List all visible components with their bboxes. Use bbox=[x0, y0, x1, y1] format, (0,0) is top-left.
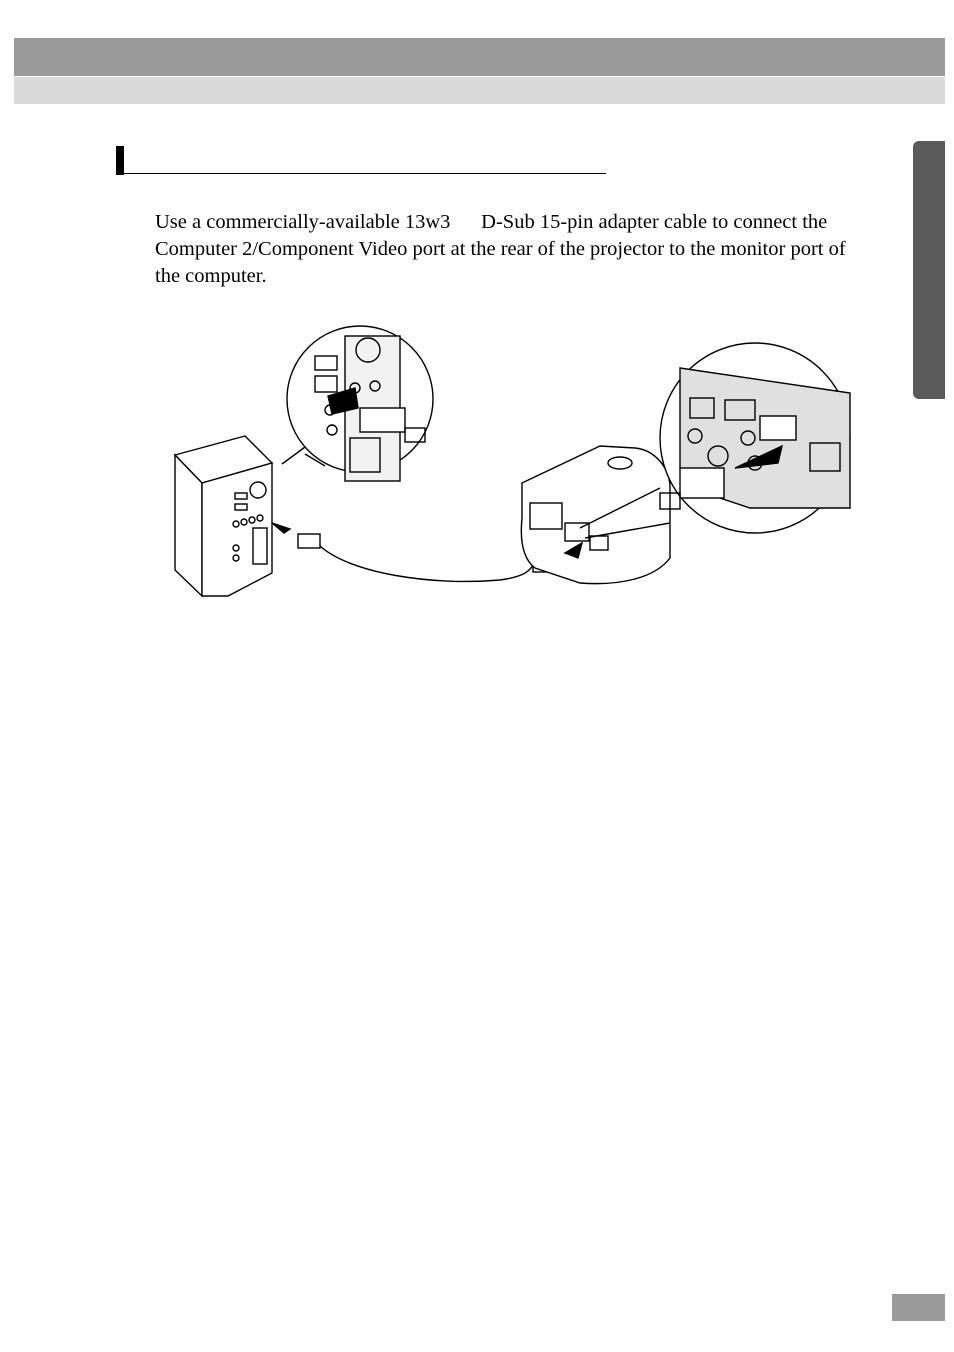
header-subband bbox=[14, 77, 945, 104]
connection-illustration bbox=[150, 318, 870, 608]
page-number-box bbox=[892, 1294, 945, 1321]
projector-icon bbox=[521, 446, 670, 584]
heading-underline bbox=[116, 173, 606, 175]
header-band bbox=[14, 38, 945, 76]
instruction-paragraph: Use a commercially-available 13w3 D-Sub 15-pin adapter cable to connect the Computer 2/Component Video port at the rear of the projector to the monitor port of the computer. bbox=[155, 211, 851, 287]
chapter-tab bbox=[913, 141, 945, 399]
cable-icon bbox=[272, 523, 551, 581]
heading-marker bbox=[116, 146, 124, 175]
computer-port-closeup bbox=[282, 326, 433, 481]
section-heading-rule bbox=[116, 146, 606, 174]
computer-tower-icon bbox=[175, 436, 272, 596]
